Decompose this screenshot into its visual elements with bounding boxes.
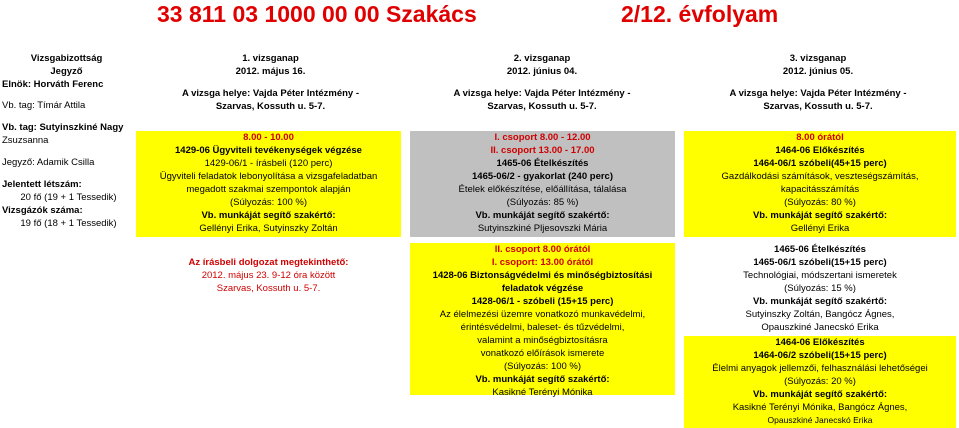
committee-header — [0, 52, 133, 78]
expert-names: Kasikné Terényi Mónika — [492, 387, 593, 398]
exam-desc: Ügyviteli feladatok lebonyolítása a vizsgafeladatban — [159, 171, 378, 182]
review-place: Szarvas, Kossuth u. 5-7. — [216, 283, 321, 294]
expert-label: Vb. munkáját segítő szakértő: — [752, 296, 888, 307]
exam-desc: Ételek előkészítése, előállítása, tálalása — [458, 184, 627, 195]
exam-weight: (Súlyozás: 15 %) — [784, 283, 856, 294]
exam-desc: kapacitásszámítás — [780, 184, 860, 195]
module-title: 1465-06 Ételkészítés — [774, 244, 866, 255]
class-year: 2/12. évfolyam — [621, 1, 779, 27]
expert-names: Sutyinszkiné Pljesovszki Mária — [477, 223, 608, 234]
group-time: II. csoport 13.00 - 17.00 — [490, 145, 595, 156]
member-2: Vb. tag: Sutyinszkiné Nagy — [2, 122, 124, 133]
expert-names: Kasikné Terényi Mónika, Bangócz Ágnes, — [732, 402, 908, 413]
day-date: 2012. június 05. — [782, 66, 854, 77]
expert-names-cont: Opauszkiné Janecskó Erika — [767, 415, 873, 425]
day-1-header — [133, 52, 408, 113]
group-time: II. csoport 8.00 órától — [494, 244, 591, 255]
expert-names: Gellényi Erika — [790, 223, 850, 234]
candidates-count-label: Vizsgázók száma: — [2, 205, 83, 216]
review-time: 2012. május 23. 9-12 óra között — [201, 270, 336, 281]
exam-weight: (Súlyozás: 20 %) — [784, 376, 856, 387]
exam-part: 1464-06/1 szóbeli(45+15 perc) — [753, 158, 887, 169]
exam-desc: valamint a minőségbiztosításra — [477, 335, 608, 346]
exam-desc: Technológiai, módszertani ismeretek — [743, 270, 897, 281]
exam-part: 1429-06/1 - írásbeli (120 perc) — [204, 158, 333, 169]
exam-time: 8.00 órától — [796, 132, 844, 143]
day-3-oral-exam-3 — [684, 336, 956, 428]
exam-weight: (Súlyozás: 85 %) — [506, 197, 579, 208]
day-3-oral-exam-1 — [684, 131, 956, 237]
notary: Jegyző: Adamik Csilla — [2, 157, 95, 168]
member-2-cont: Zsuzsanna — [2, 135, 49, 146]
expert-label: Vb. munkáját segítő szakértő: — [752, 389, 888, 400]
module-title: 1429-06 Ügyviteli tevékenységek végzése — [175, 145, 362, 156]
exam-weight: (Súlyozás: 100 %) — [503, 361, 582, 372]
exam-desc: Élelmi anyagok jellemzői, felhasználási lehetőségei — [712, 363, 928, 374]
exam-part: 1464-06/2 szóbeli(15+15 perc) — [753, 350, 887, 361]
day-2-header — [408, 52, 676, 113]
exam-weight: (Súlyozás: 80 %) — [784, 197, 856, 208]
venue-address: Szarvas, Kossuth u. 5-7. — [487, 101, 597, 112]
exam-desc: vonatkozó előírások ismerete — [480, 348, 605, 359]
module-title: 1428-06 Biztonságvédelmi és minőségbiztosítási — [432, 270, 653, 281]
exam-part: 1465-06/2 - gyakorlat (240 perc) — [472, 171, 613, 182]
day-name: 1. vizsganap — [242, 53, 299, 64]
exam-part: 1465-06/1 szóbeli(15+15 perc) — [753, 257, 887, 268]
day-1-review-info — [136, 256, 401, 295]
president: Elnök: Horváth Ferenc — [2, 79, 104, 90]
group-time: I. csoport 8.00 - 12.00 — [494, 132, 591, 143]
day-date: 2012. május 16. — [235, 66, 306, 77]
module-title: 1464-06 Előkészítés — [775, 145, 865, 156]
registered-count: 20 fő (19 + 1 Tessedik) — [20, 192, 117, 203]
exam-desc: érintésvédelmi, baleset- és tűzvédelmi, — [460, 322, 625, 333]
expert-names: Gellényi Erika, Sutyinszky Zoltán — [199, 223, 338, 234]
day-2-oral-exam — [410, 243, 675, 398]
exam-desc: megadott szakmai szempontok alapján — [186, 184, 351, 195]
day-name: 2. vizsganap — [513, 53, 571, 64]
day-3-header — [682, 52, 954, 113]
expert-label: Vb. munkáját segítő szakértő: — [475, 374, 610, 385]
expert-label: Vb. munkáját segítő szakértő: — [752, 210, 888, 221]
committee-label: Vizsgabizottság — [30, 53, 103, 64]
expert-label: Vb. munkáját segítő szakértő: — [475, 210, 610, 221]
day-2-practical-exam — [410, 131, 675, 237]
exam-time: 8.00 - 10.00 — [243, 132, 294, 143]
expert-names-cont: Opauszkiné Janecskó Erika — [761, 322, 879, 333]
venue-address: Szarvas, Kossuth u. 5-7. — [763, 101, 873, 112]
page-title — [0, 0, 959, 40]
exam-weight: (Súlyozás: 100 %) — [229, 197, 308, 208]
registered-count-label: Jelentett létszám: — [2, 179, 82, 190]
committee-members — [2, 78, 135, 112]
module-title: 1465-06 Ételkészítés — [496, 158, 589, 169]
day-name: 3. vizsganap — [789, 53, 847, 64]
candidates-count: 19 fő (18 + 1 Tessedik) — [20, 218, 117, 229]
venue: A vizsga helye: Vajda Péter Intézmény - — [453, 88, 631, 99]
venue: A vizsga helye: Vajda Péter Intézmény - — [729, 88, 907, 99]
group-time: I. csoport: 13.00 órától — [491, 257, 594, 268]
venue: A vizsga helye: Vajda Péter Intézmény - — [181, 88, 360, 99]
notary-label: Jegyző — [50, 66, 83, 77]
expert-names: Sutyinszky Zoltán, Bangócz Ágnes, — [745, 309, 895, 320]
day-3-oral-exam-2 — [684, 243, 956, 333]
exam-part: 1428-06/1 - szóbeli (15+15 perc) — [471, 296, 614, 307]
expert-label: Vb. munkáját segítő szakértő: — [201, 210, 336, 221]
qualification-code: 33 811 03 1000 00 00 Szakács — [157, 1, 477, 27]
exam-desc: Az élelmezési üzemre vonatkozó munkavédelmi, — [439, 309, 646, 320]
review-label: Az írásbeli dolgozat megtekinthető: — [188, 257, 349, 268]
day-1-written-exam — [136, 131, 401, 237]
committee-members-2 — [2, 121, 135, 230]
venue-address: Szarvas, Kossuth u. 5-7. — [215, 101, 326, 112]
module-title-cont: feladatok végzése — [501, 283, 584, 294]
day-date: 2012. június 04. — [506, 66, 578, 77]
exam-desc: Gazdálkodási számítások, veszteségszámítás, — [721, 171, 919, 182]
module-title: 1464-06 Előkészítés — [775, 337, 865, 348]
member-1: Vb. tag: Tímár Attila — [2, 100, 86, 111]
